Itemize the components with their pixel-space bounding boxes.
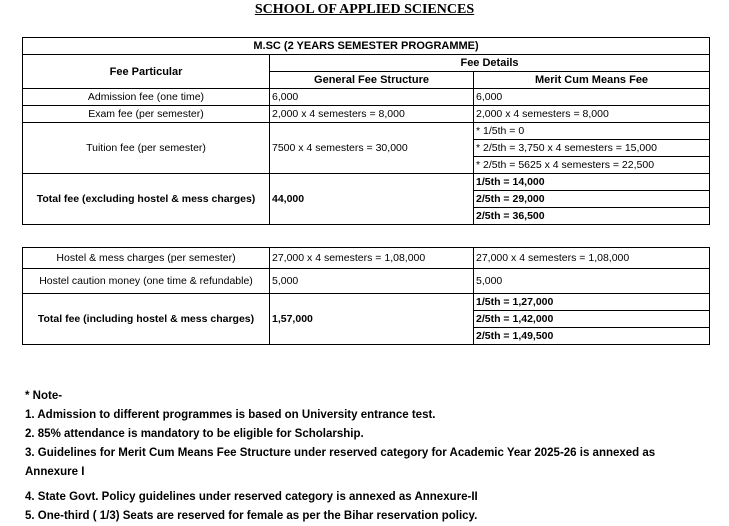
admission-general: 6,000 — [270, 89, 474, 106]
general-fee-header: General Fee Structure — [270, 72, 474, 89]
fee-table-including-hostel — [22, 247, 710, 345]
total-excl-row-1 — [23, 174, 710, 191]
admission-merit: 6,000 — [474, 89, 710, 106]
exam-row — [23, 106, 710, 123]
hostel-label: Hostel & mess charges (per semester) — [23, 248, 270, 269]
total-excl-label: Total fee (excluding hostel & mess charges) — [23, 174, 270, 225]
total-excl-merit-2: 2/5th = 29,000 — [474, 191, 710, 208]
tuition-merit-3: * 2/5th = 5625 x 4 semesters = 22,500 — [474, 157, 710, 174]
tuition-merit-1: * 1/5th = 0 — [474, 123, 710, 140]
tuition-general: 7500 x 4 semesters = 30,000 — [270, 123, 474, 174]
total-incl-row-1 — [23, 294, 710, 311]
fee-details-header: Fee Details — [270, 55, 710, 72]
header-row-1 — [23, 55, 710, 72]
tuition-row-1 — [23, 123, 710, 140]
total-incl-merit-2: 2/5th = 1,42,000 — [474, 311, 710, 328]
total-incl-general: 1,57,000 — [270, 294, 474, 345]
note-item: 1. Admission to different programmes is based on University entrance test. — [25, 409, 436, 421]
hostel-merit: 27,000 x 4 semesters = 1,08,000 — [474, 248, 710, 269]
exam-general: 2,000 x 4 semesters = 8,000 — [270, 106, 474, 123]
admission-row — [23, 89, 710, 106]
admission-label: Admission fee (one time) — [23, 89, 270, 106]
total-excl-general: 44,000 — [270, 174, 474, 225]
hostel-general: 27,000 x 4 semesters = 1,08,000 — [270, 248, 474, 269]
tuition-label: Tuition fee (per semester) — [23, 123, 270, 174]
fee-table-excluding-hostel — [22, 37, 710, 225]
caution-general: 5,000 — [270, 269, 474, 294]
merit-fee-header: Merit Cum Means Fee — [474, 72, 710, 89]
school-title: SCHOOL OF APPLIED SCIENCES — [254, 2, 475, 17]
note-item: 4. State Govt. Policy guidelines under reserved category is annexed as Annexure-II — [25, 491, 478, 503]
caution-merit: 5,000 — [474, 269, 710, 294]
hostel-row — [23, 248, 710, 269]
note-item: 2. 85% attendance is mandatory to be eligible for Scholarship. — [25, 428, 364, 440]
notes-section — [25, 387, 655, 526]
total-incl-merit-3: 2/5th = 1,49,500 — [474, 328, 710, 345]
total-excl-merit-1: 1/5th = 14,000 — [474, 174, 710, 191]
total-excl-merit-3: 2/5th = 36,500 — [474, 208, 710, 225]
programme-row — [23, 38, 710, 55]
caution-row — [23, 269, 710, 294]
note-item: 3. Guidelines for Merit Cum Means Fee Structure under reserved category for Academic Year 2025-26 is annexed as — [25, 447, 656, 459]
exam-label: Exam fee (per semester) — [23, 106, 270, 123]
fee-particular-header: Fee Particular — [23, 55, 270, 89]
notes-heading: * Note- — [25, 390, 63, 402]
total-incl-merit-1: 1/5th = 1,27,000 — [474, 294, 710, 311]
caution-label: Hostel caution money (one time & refundable) — [23, 269, 270, 294]
note-item: Annexure I — [25, 466, 85, 478]
programme-title: M.SC (2 YEARS SEMESTER PROGRAMME) — [23, 38, 710, 55]
total-incl-label: Total fee (including hostel & mess charges) — [23, 294, 270, 345]
note-item: 5. One-third ( 1/3) Seats are reserved for female as per the Bihar reservation policy. — [25, 510, 478, 522]
tuition-merit-2: * 2/5th = 3,750 x 4 semesters = 15,000 — [474, 140, 710, 157]
exam-merit: 2,000 x 4 semesters = 8,000 — [474, 106, 710, 123]
